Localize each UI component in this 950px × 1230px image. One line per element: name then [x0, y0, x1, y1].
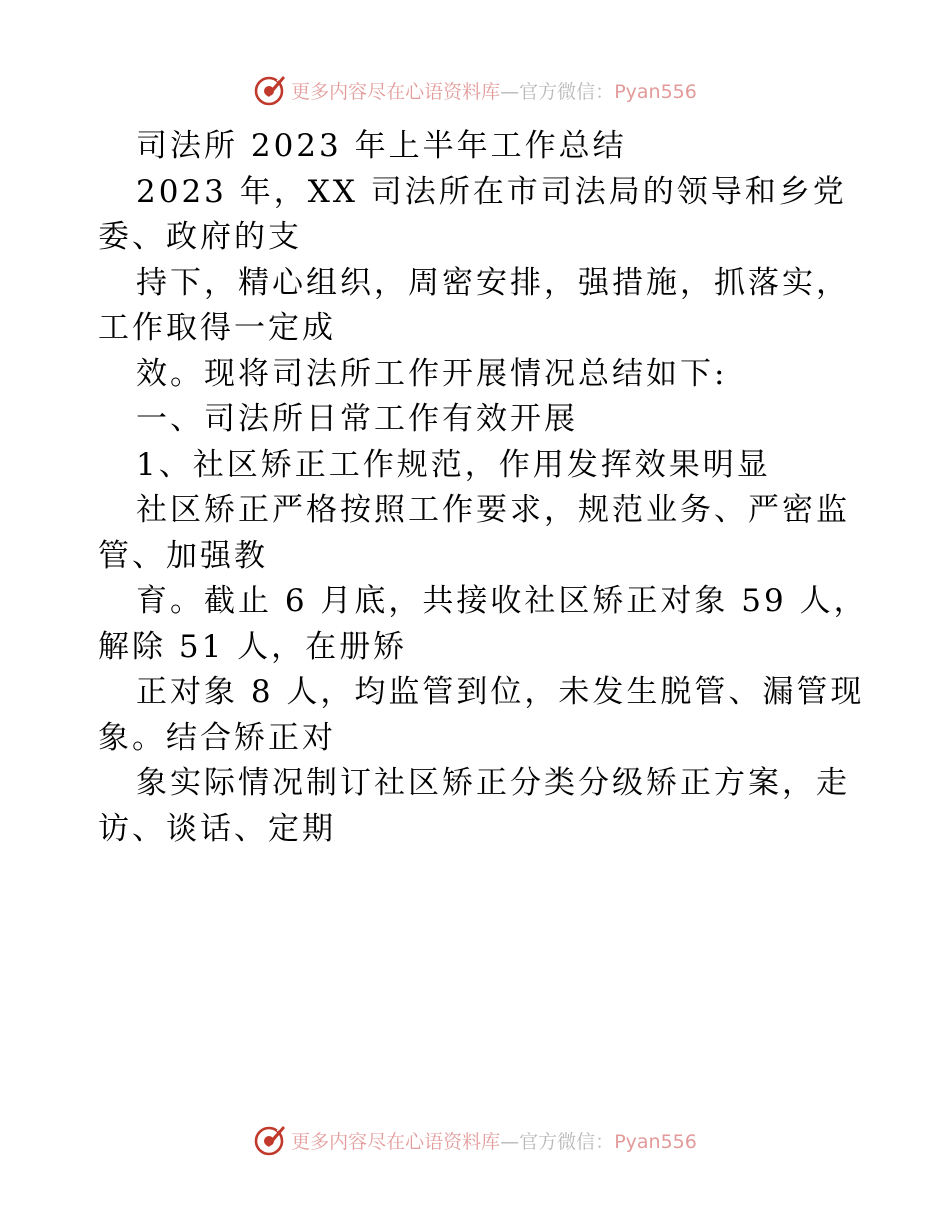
document-body [98, 124, 868, 852]
section-heading: 一、司法所日常工作有效开展 [136, 401, 578, 437]
paragraph-line: 持下，精心组织，周密安排，强措施，抓落实， [136, 264, 850, 301]
watermark-separator: — [500, 1130, 520, 1153]
paragraph-line: 效。现将司法所工作开展情况总结如下: [136, 355, 728, 392]
watermark-main-text: 更多内容尽在心语资料库 [291, 1130, 501, 1153]
watermark-wechat-id: Pyan556 [614, 80, 697, 103]
watermark-main-text: 更多内容尽在心语资料库 [291, 80, 501, 103]
paragraph-line: 育。截止 6 月底，共接收社区矫正对象 59 人， [136, 583, 868, 619]
footer-watermark [0, 1120, 950, 1160]
document-title: 司法所 2023 年上半年工作总结 [136, 128, 627, 164]
paragraph-line: 象实际情况制订社区矫正分类分级矫正方案，走 [136, 765, 850, 801]
watermark-separator: — [500, 80, 520, 103]
paragraph-line: 委、政府的支 [98, 219, 302, 255]
paragraph-line: 正对象 8 人，均监管到位，未发生脱管、漏管现 [136, 674, 865, 710]
subsection-heading: 1、社区矫正工作规范，作用发挥效果明显 [136, 446, 771, 483]
quill-logo-icon [253, 73, 287, 107]
paragraph-line: 解除 51 人，在册矫 [98, 628, 408, 665]
watermark-wechat-id: Pyan556 [614, 1130, 697, 1153]
paragraph-line: 管、加强教 [98, 537, 268, 574]
header-watermark [0, 70, 950, 110]
paragraph-line: 访、谈话、定期 [98, 810, 336, 847]
watermark-text [291, 77, 697, 104]
watermark-wechat-label: 官方微信： [519, 80, 615, 103]
watermark-wechat-label: 官方微信： [519, 1130, 615, 1153]
paragraph-line: 象。结合矫正对 [98, 719, 336, 756]
paragraph-line: 社区矫正严格按照工作要求，规范业务、严密监 [136, 492, 850, 528]
watermark-text [291, 1127, 697, 1154]
paragraph-line: 工作取得一定成 [98, 310, 336, 346]
quill-logo-icon [253, 1123, 287, 1157]
paragraph-line: 2023 年，XX 司法所在市司法局的领导和乡党 [136, 173, 847, 210]
